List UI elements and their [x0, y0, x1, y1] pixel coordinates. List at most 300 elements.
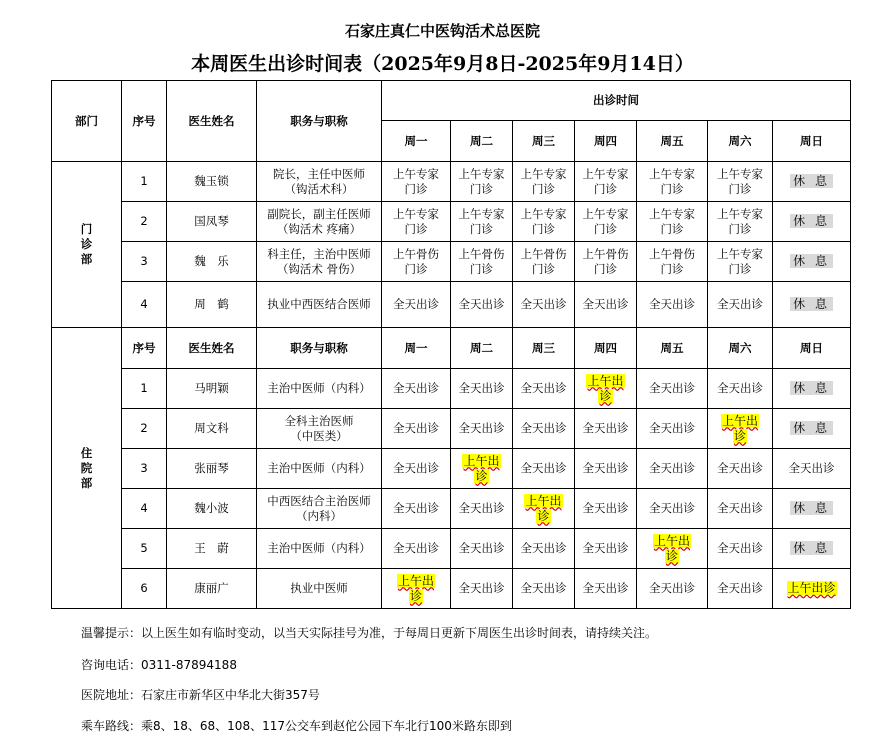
schedule-text: 上午专家 [649, 166, 695, 181]
schedule-cell [575, 369, 637, 409]
seq-number: 3 [140, 254, 148, 268]
subheader-day-label: 周六 [728, 340, 752, 355]
schedule-body [52, 81, 851, 609]
schedule-cell [513, 409, 575, 449]
schedule-text: 上午出 [721, 413, 758, 428]
schedule-text: 全天出诊 [393, 297, 439, 311]
schedule-text: 全天出诊 [458, 581, 505, 595]
schedule-text: 门诊 [404, 261, 428, 276]
doctor-name: 王 蔚 [194, 541, 229, 555]
doctor-name: 周文科 [194, 421, 229, 435]
schedule-text: 门诊 [532, 181, 555, 196]
schedule-cell [575, 162, 637, 202]
schedule-cell [451, 369, 513, 409]
schedule-text: 全天出诊 [520, 297, 567, 311]
schedule-cell [637, 529, 708, 569]
schedule-text: 上午出 [587, 373, 624, 388]
schedule-cell [637, 242, 708, 282]
subheader-day [382, 328, 451, 369]
header-day [575, 121, 637, 162]
notice-tip: 温馨提示：以上医生如有临时变动，以当天实际挂号为准，于每周日更新下周医生出诊时间表，请持续关注。 [81, 626, 658, 640]
doctor-name: 康丽广 [194, 581, 229, 595]
seq-number: 2 [140, 214, 148, 228]
schedule-text: 门诊 [594, 261, 617, 276]
doctor-name: 国凤琴 [194, 214, 229, 228]
schedule-text: 全天出诊 [458, 381, 505, 395]
header-day-label: 周六 [728, 133, 752, 148]
schedule-text: 上午专家 [458, 206, 505, 221]
schedule-cell [513, 529, 575, 569]
schedule-text: 门诊 [532, 261, 555, 276]
schedule-text: 上午专家 [582, 206, 629, 221]
header-dept-label: 部门 [75, 113, 98, 128]
schedule-text: 上午专家 [393, 166, 439, 181]
schedule-text: 全天出诊 [717, 541, 763, 555]
doctor-name: 张丽琴 [194, 461, 229, 475]
schedule-cell [637, 282, 708, 328]
schedule-text: 全天出诊 [649, 581, 695, 595]
schedule-text: 全天出诊 [393, 461, 439, 475]
schedule-text: 全天出诊 [458, 501, 505, 515]
header-row [52, 81, 851, 121]
seq-cell [122, 529, 167, 569]
schedule-text: 门诊 [470, 261, 493, 276]
schedule-text: 全天出诊 [649, 381, 695, 395]
doctor-name: 魏玉锁 [194, 174, 229, 188]
bus-route: 乘车路线：乘8、18、68、108、117公交车到赵佗公园下车北行100米路东即到 [81, 719, 512, 733]
subheader-day [708, 328, 773, 369]
table-row [52, 162, 851, 202]
schedule-text: 门诊 [660, 261, 684, 276]
schedule-text: 上午专家 [458, 166, 505, 181]
dept-char: 诊 [80, 237, 93, 251]
schedule-cell [575, 242, 637, 282]
schedule-text: 上午骨伤 [649, 246, 695, 261]
schedule-text: 全天出诊 [582, 581, 629, 595]
rest-cell [773, 529, 851, 569]
schedule-cell [382, 449, 451, 489]
schedule-text: 全天出诊 [717, 381, 763, 395]
schedule-cell [708, 242, 773, 282]
schedule-cell [773, 449, 851, 489]
position-line: 全科主治医师 [284, 413, 354, 428]
schedule-text: 全天出诊 [649, 461, 695, 475]
schedule-text: 全天出诊 [717, 501, 763, 515]
position-line: （钩活术 疼痛） [276, 221, 362, 236]
seq-cell [122, 409, 167, 449]
schedule-cell [708, 282, 773, 328]
schedule-cell [708, 202, 773, 242]
seq-cell [122, 162, 167, 202]
schedule-text: 全天出诊 [458, 297, 505, 311]
schedule-cell [708, 162, 773, 202]
schedule-cell [513, 202, 575, 242]
seq-number: 1 [140, 174, 148, 188]
subheader-day-label: 周日 [800, 340, 824, 355]
schedule-text: 休 息 [790, 501, 833, 515]
schedule-text: 上午出 [525, 493, 562, 508]
inpatient-dept-label [52, 328, 122, 609]
schedule-cell [382, 409, 451, 449]
doctor-name-cell [167, 242, 257, 282]
schedule-text: 休 息 [790, 421, 833, 435]
subheader-seq [122, 328, 167, 369]
schedule-text: 上午专家 [520, 166, 567, 181]
position-line: 执业中医师 [290, 581, 348, 595]
schedule-text: 全天出诊 [717, 297, 763, 311]
schedule-text: 上午骨伤 [458, 246, 505, 261]
schedule-cell [513, 449, 575, 489]
schedule-text: 上午专家 [717, 246, 763, 261]
subheader-day-label: 周五 [660, 340, 684, 355]
schedule-cell [637, 202, 708, 242]
header-name [167, 81, 257, 162]
schedule-cell [575, 529, 637, 569]
schedule-cell [575, 202, 637, 242]
schedule-text: 诊 [733, 428, 746, 443]
position-line: 中西医结合主治医师 [267, 493, 371, 508]
seq-number: 1 [140, 381, 148, 395]
schedule-text: 上午出 [653, 533, 690, 548]
header-seq [122, 81, 167, 162]
schedule-cell [637, 162, 708, 202]
doctor-name: 周 鹤 [194, 297, 229, 311]
schedule-text: 门诊 [660, 221, 684, 236]
schedule-text: 门诊 [404, 221, 428, 236]
schedule-text: 全天出诊 [582, 421, 629, 435]
header-name-label: 医生姓名 [188, 113, 235, 128]
subheader-name-label: 医生姓名 [188, 340, 235, 355]
seq-number: 4 [140, 297, 148, 311]
schedule-text: 全天出诊 [520, 461, 567, 475]
header-day-label: 周三 [532, 133, 555, 148]
doctor-name: 魏小波 [194, 501, 229, 515]
inpatient-header-row [52, 328, 851, 369]
schedule-cell [575, 282, 637, 328]
schedule-cell [708, 409, 773, 449]
schedule-text: 全天出诊 [393, 421, 439, 435]
header-schedule [382, 81, 851, 121]
schedule-text: 休 息 [790, 541, 833, 555]
schedule-text: 诊 [475, 468, 488, 483]
schedule-cell [637, 489, 708, 529]
seq-cell [122, 202, 167, 242]
schedule-cell [513, 369, 575, 409]
header-day [637, 121, 708, 162]
schedule-cell [708, 529, 773, 569]
dept-char: 住 [80, 445, 93, 460]
schedule-text: 门诊 [594, 221, 617, 236]
subheader-day [513, 328, 575, 369]
contact-phone: 咨询电话：0311-87894188 [81, 658, 237, 672]
rest-cell [773, 242, 851, 282]
schedule-text: 门诊 [728, 181, 752, 196]
schedule-text: 上午骨伤 [520, 246, 567, 261]
schedule-cell [382, 489, 451, 529]
schedule-text: 门诊 [532, 221, 555, 236]
schedule-cell [575, 489, 637, 529]
table-row [52, 242, 851, 282]
schedule-text: 上午专家 [717, 166, 763, 181]
schedule-text: 上午出 [397, 573, 434, 588]
schedule-text: 全天出诊 [520, 581, 567, 595]
schedule-text: 全天出诊 [393, 501, 439, 515]
subheader-day [451, 328, 513, 369]
schedule-cell [708, 569, 773, 609]
schedule-cell [513, 242, 575, 282]
schedule-text: 上午专家 [717, 206, 763, 221]
subheader-day [637, 328, 708, 369]
schedule-text: 上午出诊 [787, 581, 836, 595]
table-row [52, 489, 851, 529]
schedule-text: 休 息 [790, 297, 833, 311]
table-row [52, 369, 851, 409]
schedule-text: 全天出诊 [520, 421, 567, 435]
schedule-text: 上午骨伤 [582, 246, 629, 261]
position-line: 副院长，副主任医师 [267, 206, 371, 221]
schedule-text: 门诊 [594, 181, 617, 196]
subheader-day-label: 周三 [532, 340, 555, 355]
schedule-text: 门诊 [728, 221, 752, 236]
doctor-name-cell [167, 162, 257, 202]
table-row [52, 569, 851, 609]
schedule-text: 门诊 [404, 181, 428, 196]
header-day [773, 121, 851, 162]
doctor-name-cell [167, 569, 257, 609]
header-seq-label: 序号 [132, 113, 156, 128]
seq-number: 5 [140, 541, 148, 555]
rest-cell [773, 162, 851, 202]
schedule-cell [382, 242, 451, 282]
schedule-cell [575, 569, 637, 609]
position-cell [257, 202, 382, 242]
position-cell [257, 242, 382, 282]
subheader-position-label: 职务与职称 [290, 340, 348, 355]
schedule-cell [637, 409, 708, 449]
schedule-cell [637, 449, 708, 489]
schedule-text: 门诊 [728, 261, 752, 276]
subheader-day-label: 周二 [470, 340, 493, 355]
subheader-position [257, 328, 382, 369]
schedule-text: 诊 [537, 508, 550, 523]
schedule-text: 休 息 [790, 254, 833, 268]
schedule-text: 休 息 [790, 381, 833, 395]
schedule-text: 诊 [599, 388, 612, 403]
doctor-name-cell [167, 489, 257, 529]
doctor-name-cell [167, 409, 257, 449]
seq-number: 3 [140, 461, 148, 475]
schedule-cell [513, 569, 575, 609]
schedule-cell [451, 449, 513, 489]
schedule-cell [513, 282, 575, 328]
position-line: 科主任，主治中医师 [267, 246, 371, 261]
schedule-text: 上午专家 [393, 206, 439, 221]
position-line: 执业中西医结合医师 [267, 297, 371, 311]
schedule-cell [451, 569, 513, 609]
header-day-label: 周二 [470, 133, 493, 148]
table-row [52, 202, 851, 242]
header-day-label: 周一 [404, 133, 428, 148]
schedule-cell [451, 529, 513, 569]
position-line: （内科） [296, 508, 342, 523]
schedule-text: 门诊 [660, 181, 684, 196]
schedule-cell [708, 489, 773, 529]
dept-char: 院 [80, 460, 93, 475]
schedule-text: 上午专家 [520, 206, 567, 221]
schedule-cell [513, 162, 575, 202]
schedule-cell [451, 162, 513, 202]
seq-cell [122, 282, 167, 328]
seq-number: 6 [140, 581, 148, 595]
position-cell [257, 489, 382, 529]
table-row [52, 449, 851, 489]
schedule-cell [382, 569, 451, 609]
schedule-text: 全天出诊 [717, 461, 763, 475]
rest-cell [773, 489, 851, 529]
position-cell [257, 449, 382, 489]
schedule-text: 上午骨伤 [393, 246, 439, 261]
seq-number: 4 [140, 501, 148, 515]
schedule-text: 上午专家 [582, 166, 629, 181]
schedule-text: 全天出诊 [582, 541, 629, 555]
page-title: 本周医生出诊时间表（2025年9月8日-2025年9月14日） [191, 53, 694, 75]
seq-number: 2 [140, 421, 148, 435]
table-row [52, 529, 851, 569]
schedule-text: 全天出诊 [582, 297, 629, 311]
position-line: （中医类） [290, 428, 348, 443]
doctor-name-cell [167, 449, 257, 489]
schedule-text: 全天出诊 [458, 541, 505, 555]
hospital-name: 石家庄真仁中医钩活术总医院 [344, 22, 540, 40]
header-day-label: 周五 [660, 133, 684, 148]
schedule-text: 全天出诊 [717, 581, 763, 595]
position-cell [257, 569, 382, 609]
schedule-text: 全天出诊 [582, 461, 629, 475]
seq-cell [122, 369, 167, 409]
schedule-cell [382, 282, 451, 328]
header-schedule-label: 出诊时间 [593, 93, 640, 107]
schedule-text: 门诊 [470, 221, 493, 236]
schedule-cell [575, 409, 637, 449]
schedule-text: 全天出诊 [649, 297, 695, 311]
position-cell [257, 282, 382, 328]
schedule-text: 全天出诊 [520, 381, 567, 395]
header-day-label: 周日 [800, 133, 824, 148]
rest-cell [773, 282, 851, 328]
schedule-text: 诊 [665, 548, 678, 563]
rest-cell [773, 369, 851, 409]
subheader-day [773, 328, 851, 369]
rest-cell [773, 202, 851, 242]
doctor-name-cell [167, 282, 257, 328]
schedule-text: 全天出诊 [520, 541, 567, 555]
schedule-text: 休 息 [790, 174, 833, 188]
position-line: 主治中医师（内科） [267, 461, 371, 475]
schedule-cell [708, 369, 773, 409]
schedule-cell [382, 529, 451, 569]
position-line: 主治中医师（内科） [267, 541, 371, 555]
table-row [52, 282, 851, 328]
subheader-day-label: 周四 [594, 340, 617, 355]
schedule-cell [382, 369, 451, 409]
table-row [52, 409, 851, 449]
doctor-name-cell [167, 202, 257, 242]
schedule-cell [575, 449, 637, 489]
rest-cell [773, 409, 851, 449]
subheader-seq-label: 序号 [132, 340, 156, 355]
subheader-day-label: 周一 [404, 340, 428, 355]
schedule-cell [708, 449, 773, 489]
position-cell [257, 409, 382, 449]
seq-cell [122, 489, 167, 529]
doctor-name: 魏 乐 [194, 254, 229, 268]
schedule-text: 全天出诊 [649, 501, 695, 515]
dept-char: 门 [80, 222, 93, 236]
subheader-day [575, 328, 637, 369]
dept-char: 部 [80, 475, 93, 490]
position-line: 院长，主任中医师 [273, 166, 365, 181]
dept-char: 部 [80, 252, 93, 266]
schedule-text: 全天出诊 [649, 421, 695, 435]
header-day [513, 121, 575, 162]
schedule-text: 全天出诊 [788, 461, 835, 475]
header-position-label: 职务与职称 [290, 113, 348, 128]
schedule-cell [451, 489, 513, 529]
subheader-name [167, 328, 257, 369]
hospital-address: 医院地址：石家庄市新华区中华北大街357号 [81, 688, 320, 702]
header-position [257, 81, 382, 162]
schedule-cell [773, 569, 851, 609]
schedule-cell [451, 202, 513, 242]
position-line: 主治中医师（内科） [267, 381, 371, 395]
schedule-table [51, 80, 851, 609]
schedule-text: 上午专家 [649, 206, 695, 221]
outpatient-dept-label [52, 162, 122, 328]
schedule-cell [451, 242, 513, 282]
header-day [382, 121, 451, 162]
schedule-cell [637, 569, 708, 609]
schedule-cell [382, 202, 451, 242]
schedule-cell [382, 162, 451, 202]
seq-cell [122, 242, 167, 282]
position-cell [257, 162, 382, 202]
header-day [708, 121, 773, 162]
schedule-text: 全天出诊 [393, 381, 439, 395]
schedule-text: 门诊 [470, 181, 493, 196]
seq-cell [122, 569, 167, 609]
position-line: （钩活术科） [284, 181, 354, 196]
position-cell [257, 369, 382, 409]
schedule-text: 休 息 [790, 214, 833, 228]
schedule-text: 上午出 [463, 453, 500, 468]
header-day [451, 121, 513, 162]
schedule-text: 全天出诊 [582, 501, 629, 515]
position-cell [257, 529, 382, 569]
schedule-text: 全天出诊 [393, 541, 439, 555]
schedule-cell [637, 369, 708, 409]
schedule-cell [451, 282, 513, 328]
doctor-name-cell [167, 529, 257, 569]
schedule-cell [513, 489, 575, 529]
doctor-name: 马明颖 [194, 381, 229, 395]
doctor-name-cell [167, 369, 257, 409]
position-line: （钩活术 骨伤） [276, 261, 362, 276]
schedule-cell [451, 409, 513, 449]
schedule-text: 全天出诊 [458, 421, 505, 435]
schedule-text: 诊 [409, 588, 422, 603]
header-day-label: 周四 [594, 133, 617, 148]
header-dept [52, 81, 122, 162]
